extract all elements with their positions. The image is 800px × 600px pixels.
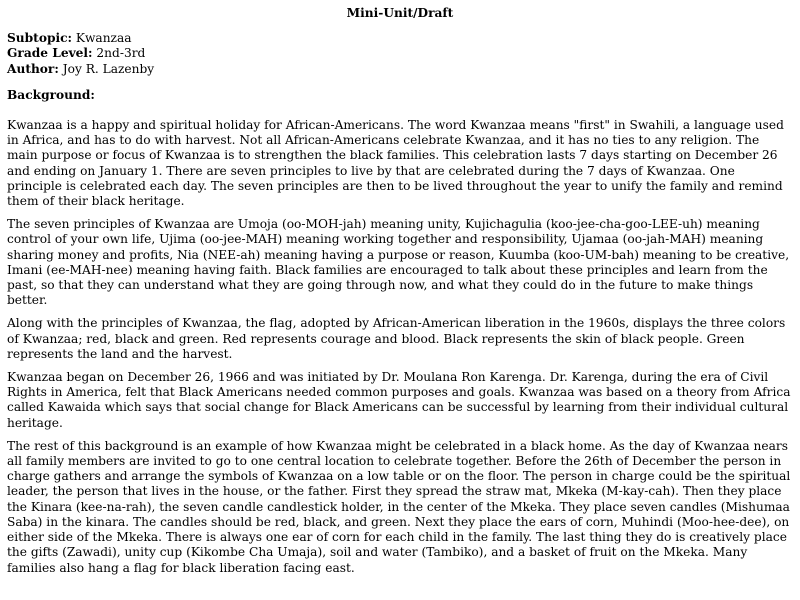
meta-grade-level-value: 2nd-3rd: [96, 46, 146, 61]
meta-subtopic-value: Kwanzaa: [75, 31, 132, 46]
paragraph-celebration: The rest of this background is an example of how Kwanzaa might be celebrated in a black home. As the day of Kwanzaa nears all family members are invited to go to one central location to celebrate together. Before the 26th of December the person in charge gathers and arrange the symbols of Kwanzaa on a low table or on the floor. The person in charge could be the spiritual leader, the person that lives in the house, or the father. First they spread the straw mat, Mkeka (M-kay-cah). Then they place the Kinara (kee-na-rah), the seven candle candlestick holder, in the center of the Mkeka. They place seven candles (Mishumaa Saba) in the kinara. The candles should be red, black, and green. Next they place the ears of corn, Muhindi (Moo-hee-dee), on either side of the Mkeka. There is always one ear of corn for each child in the family. The last thing they do is creatively place the gifts (Zawadi), unity cup (Kikombe Cha Umaja), soil and water (Tambiko), and a basket of fruit on the Mkeka. Many families also hang a flag for black liberation facing east.: [7, 438, 791, 575]
meta-author: [7, 62, 793, 77]
meta-grade-level-label: Grade Level:: [7, 46, 93, 61]
meta-grade-level: [7, 46, 793, 61]
meta-author-value: Joy R. Lazenby: [62, 61, 155, 76]
meta-author-label: Author:: [7, 61, 59, 76]
meta-subtopic-label: Subtopic:: [7, 31, 73, 46]
paragraph-principles: The seven principles of Kwanzaa are Umoja (oo-MOH-jah) meaning unity, Kujichagulia (koo-jee-cha-goo-LEE-uh) meaning control of your own life, Ujima (oo-jee-MAH) meaning working together and responsibility, Ujamaa (oo-jah-MAH) meaning sharing money and profits, Nia (NEE-ah) meaning having a purpose or reason, Kuumba (koo-UM-bah) meaning to be creative, Imani (ee-MAH-nee) meaning having faith. Black families are encouraged to talk about these principles and learn from the past, so that they can understand what they are going through now, and what they could do in the future to make things better.: [7, 217, 790, 308]
page-title: Mini-Unit/Draft: [346, 6, 454, 20]
background-heading: Background:: [7, 87, 95, 102]
paragraph-intro: Kwanzaa is a happy and spiritual holiday for African-Americans. The word Kwanzaa means "first" in Swahili, a language used in Africa, and has to do with harvest. Not all African-Americans celebrate Kwanzaa, and it has no ties to any religion. The main purpose or focus of Kwanzaa is to strengthen the black families. This celebration lasts 7 days starting on December 26 and ending on January 1. There are seven principles to live by that are celebrated during the 7 days of Kwanzaa. One principle is celebrated each day. The seven principles are then to be lived throughout the year to unify the family and remind them of their black heritage.: [7, 118, 784, 209]
paragraph-history: Kwanzaa began on December 26, 1966 and was initiated by Dr. Moulana Ron Karenga. Dr. Karenga, during the era of Civil Rights in America, felt that Black Americans needed common purposes and goals. Kwanzaa was based on a theory from Africa called Kawaida which says that social change for Black Americans can be successful by learning from their individual cultural heritage.: [7, 370, 791, 430]
paragraph-flag: Along with the principles of Kwanzaa, the flag, adopted by African-American liberation in the 1960s, displays the three colors of Kwanzaa; red, black and green. Red represents courage and blood. Black represents the skin of black people. Green represents the land and the harvest.: [7, 316, 786, 361]
meta-subtopic: [7, 31, 793, 46]
